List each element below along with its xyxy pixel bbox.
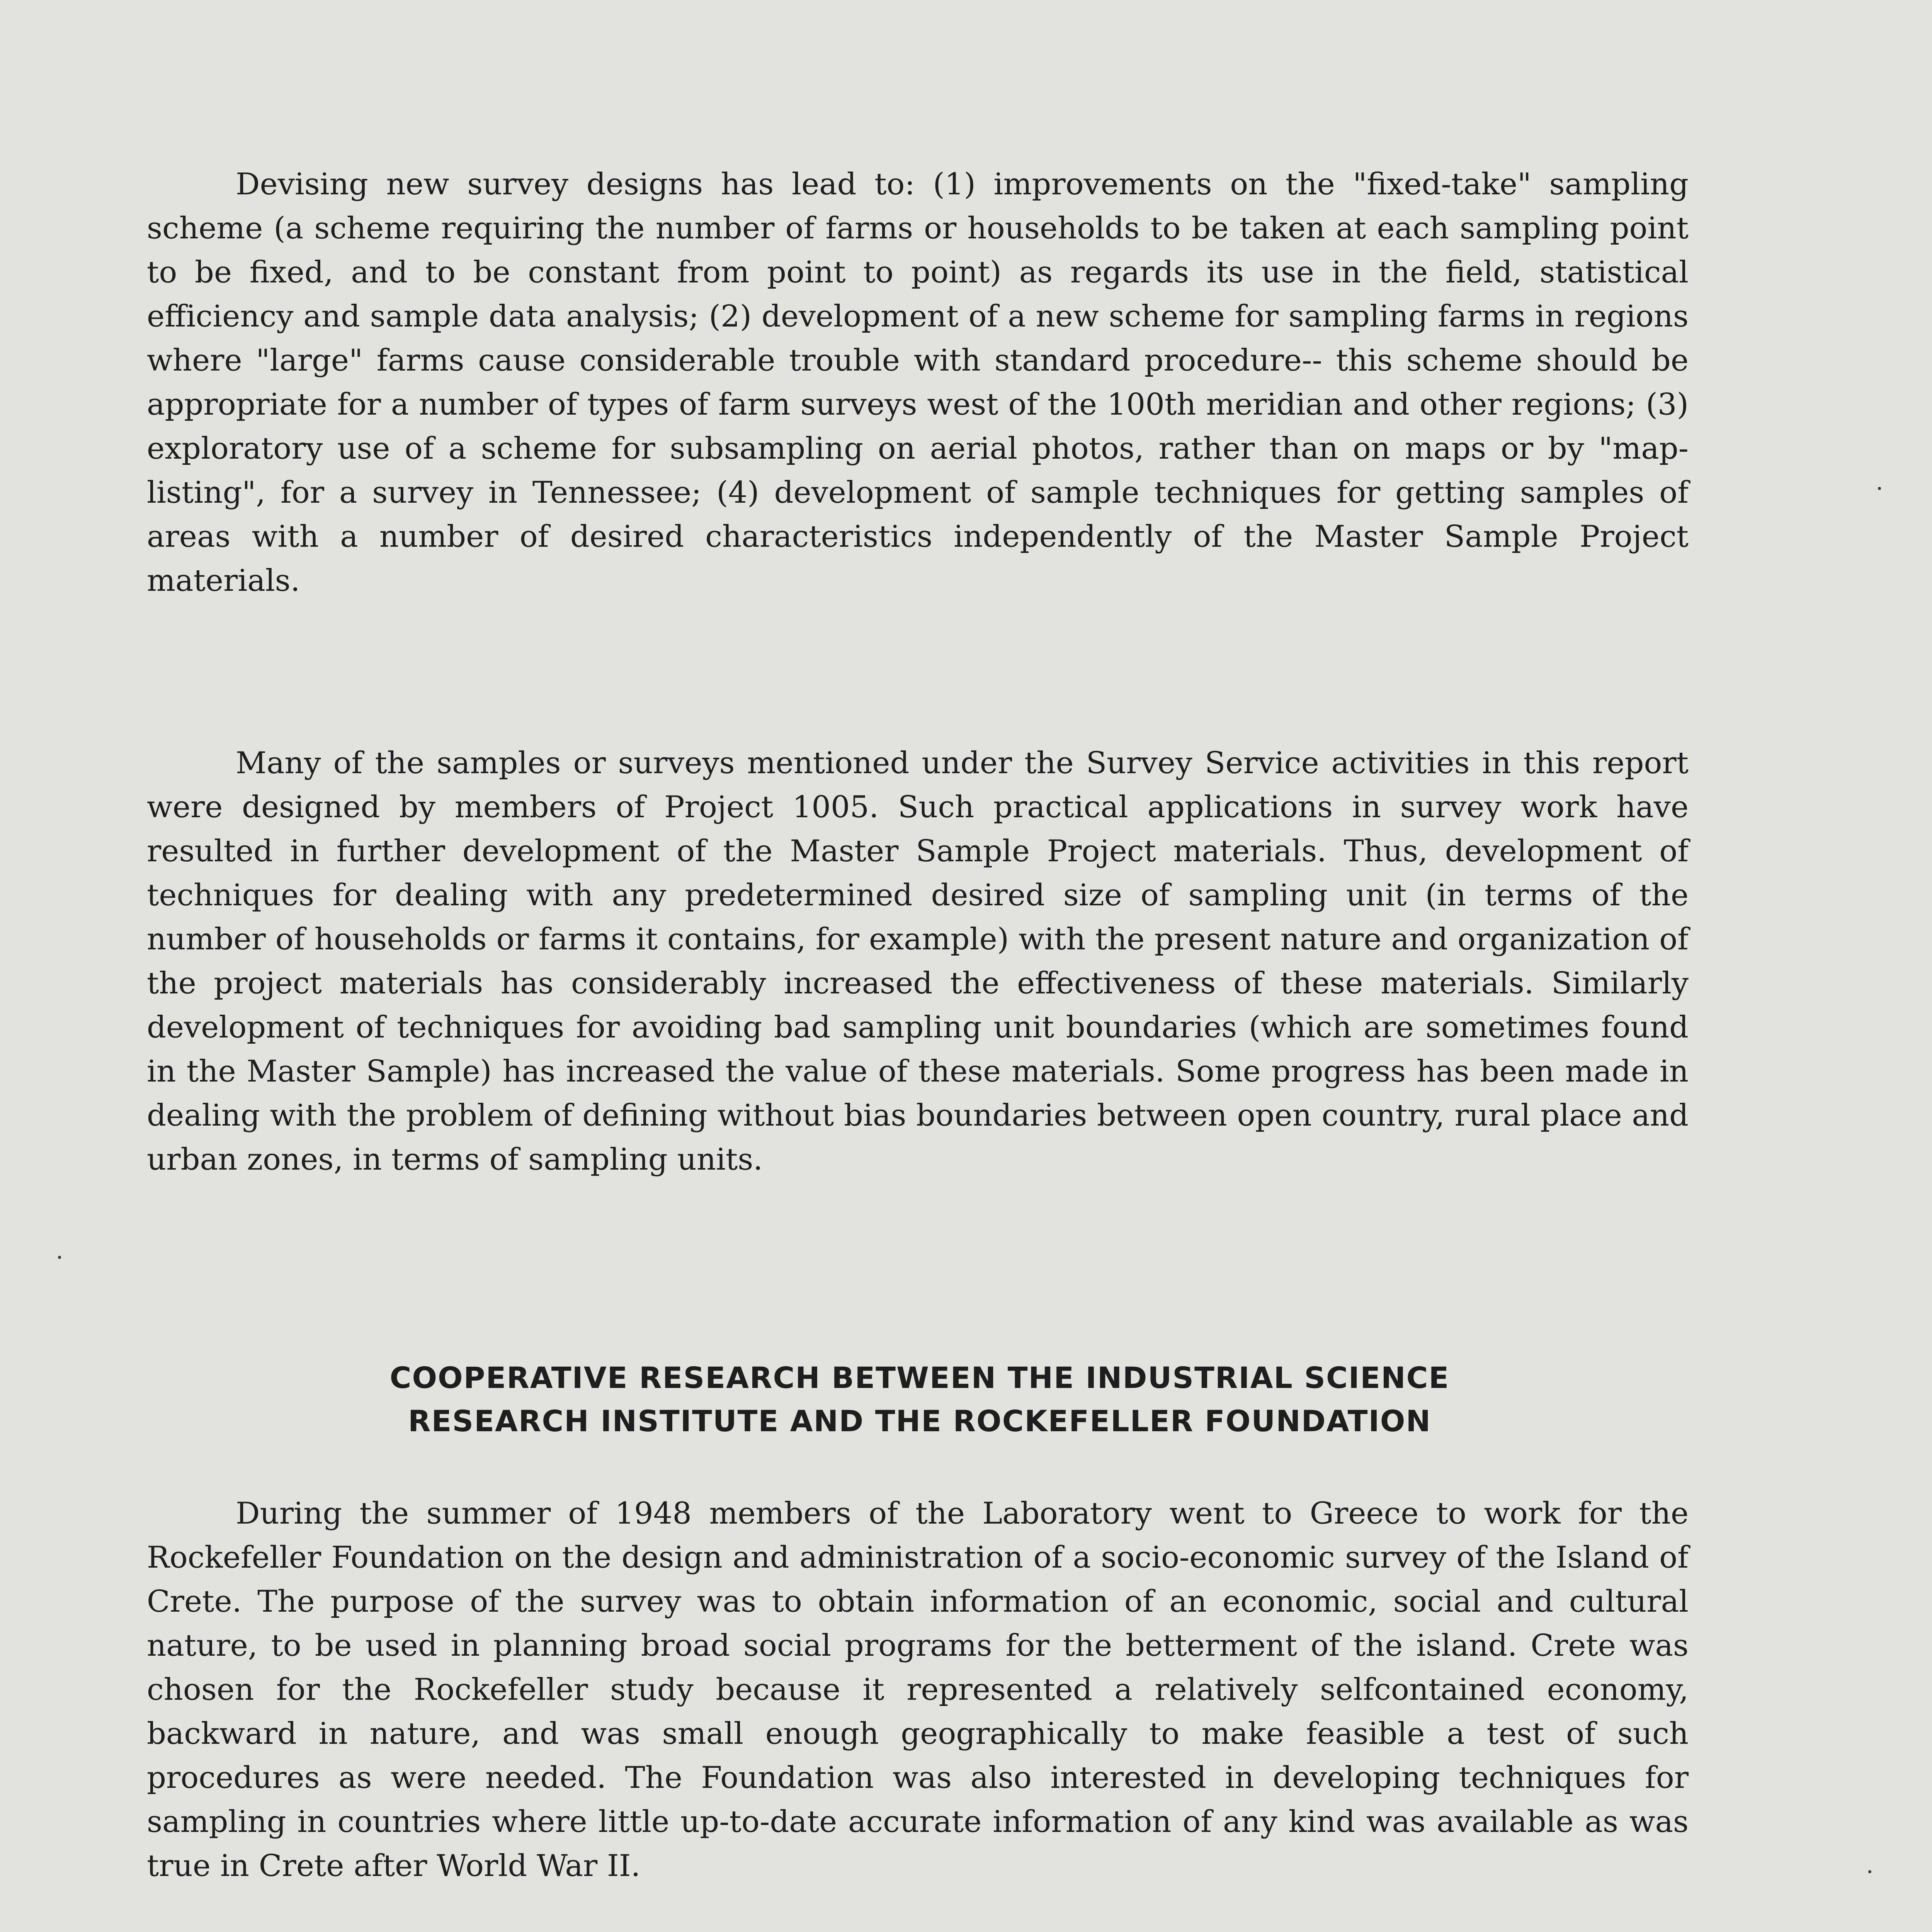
paragraph-crete-survey: During the summer of 1948 members of the Laboratory went to Greece to work for the Rockefeller Foundation on the design and administration of a socio-economic survey of the Island of Crete. The purpose of the survey was to obtain information of an economic, social and cultural nature, to be used in planning broad social programs for the betterment of the island. Crete was chosen for the Rockefeller study because it represented a relatively selfcontained economy, backward in nature, and was small enough geographically to make feasible a test of such procedures as were needed. The Foundation was also interested in developing techniques for sampling in countries where little up-to-date accurate information of any kind was available as was true in Crete after World War II. (147, 1496, 1689, 1883)
heading-line-1: COOPERATIVE RESEARCH BETWEEN THE INDUSTRIAL SCIENCE (389, 1361, 1450, 1395)
heading-line-2: RESEARCH INSTITUTE AND THE ROCKEFELLER FOUNDATION (408, 1404, 1432, 1438)
scan-speck (58, 1256, 61, 1259)
scan-speck (1868, 1870, 1871, 1873)
paragraph-master-sample: Many of the samples or surveys mentioned under the Survey Service activities in this report were designed by members of Project 1005. Such practical applications in survey work have resulted in further development of the Master Sample Project materials. Thus, development of techniques for dealing with any predetermined desired size of sampling unit (in terms of the number of households or farms it contains, for example) with the present nature and organization of the project materials has considerably increased the effectiveness of these materials. Similarly development of techniques for avoiding bad sampling unit boundaries (which are sometimes found in the Master Sample) has increased the value of these materials. Some progress has been made in dealing with the problem of defining without bias boundaries between open country, rural place and urban zones, in terms of sampling units. (147, 746, 1689, 1177)
section-heading (147, 1356, 1692, 1443)
scan-speck (1878, 487, 1881, 490)
paragraph-survey-designs: Devising new survey designs has lead to: (1) improvements on the "fixed-take" sampling scheme (a scheme requiring the number of farms or households to be taken at each sampling point to be fixed, and to be constant from point to point) as regards its use in the field, statistical efficiency and sample data analysis; (2) development of a new scheme for sampling farms in regions where "large" farms cause considerable trouble with standard procedure-- this scheme should be appropriate for a number of types of farm surveys west of the 100th meridian and other regions; (3) exploratory use of a scheme for subsampling on aerial photos, rather than on maps or by "map-listing", for a survey in Tennessee; (4) development of sample techniques for getting samples of areas with a number of desired characteristics independently of the Master Sample Project materials. (147, 167, 1689, 598)
